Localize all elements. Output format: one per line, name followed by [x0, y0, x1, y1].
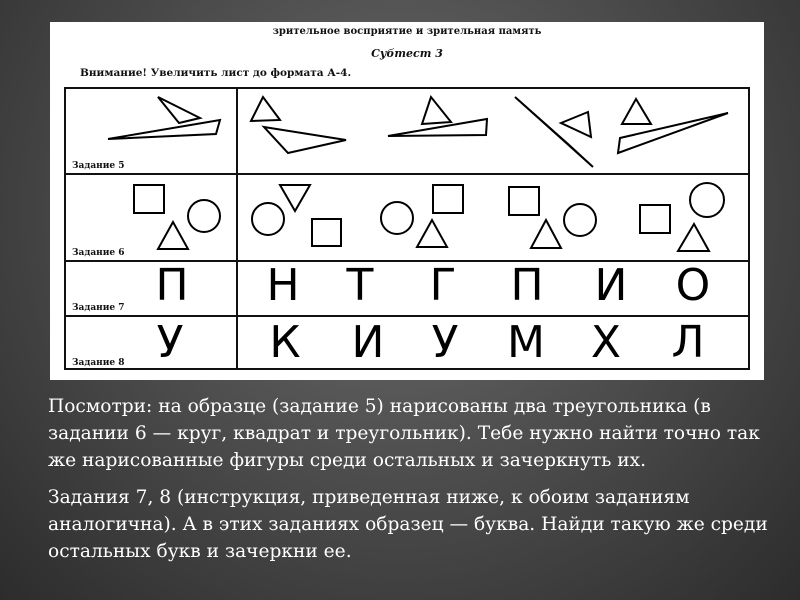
worksheet-subtest: Субтест 3	[371, 47, 443, 60]
letter-option: К	[269, 317, 301, 368]
circle-shape	[188, 200, 220, 232]
square-shape	[640, 205, 670, 233]
task-row-8	[66, 317, 748, 370]
letter-option: Г	[429, 260, 457, 311]
task-label: Задание 5	[72, 161, 125, 171]
triangle-shape	[622, 99, 651, 124]
triangle-figures	[66, 89, 748, 173]
letter-option: И	[351, 317, 385, 368]
square-shape	[433, 185, 463, 213]
triangle-shape	[280, 185, 310, 211]
task-label: Задание 6	[72, 248, 125, 258]
letter-sample: П	[155, 260, 189, 311]
task-row-7	[66, 262, 748, 317]
circle-shape	[252, 203, 284, 235]
triangle-shape	[158, 222, 188, 249]
triangle-shape	[264, 127, 346, 153]
letter-option: И	[594, 260, 628, 311]
square-shape	[134, 185, 164, 213]
instruction-paragraph-2: Задания 7, 8 (инструкция, приведенная ниже, к обоим заданиям аналогична). А в этих заданиях образец — буква. Найди такую же среди остальных букв и зачеркни ее.	[48, 487, 768, 562]
worksheet-image	[50, 22, 764, 380]
letter-option: Л	[671, 317, 705, 368]
worksheet-notice: Внимание! Увеличить лист до формата А-4.	[80, 67, 352, 79]
task-row-5	[66, 89, 748, 175]
circle-shape	[381, 202, 413, 234]
triangle-shape	[388, 119, 487, 136]
letter-sample: У	[156, 317, 184, 368]
triangle-shape	[251, 97, 280, 121]
task-label: Задание 8	[72, 358, 125, 368]
instructions-text	[48, 393, 768, 565]
triangle-shape	[561, 112, 591, 137]
letter-option: П	[510, 260, 544, 311]
task-table	[64, 87, 750, 370]
letter-option: Т	[346, 260, 374, 311]
triangle-shape	[618, 113, 728, 153]
letter-option: У	[431, 317, 459, 368]
circle-shape	[564, 204, 596, 236]
letter-option: О	[675, 260, 711, 311]
triangle-shape	[417, 220, 447, 247]
triangle-shape	[158, 97, 200, 123]
worksheet-header-title: зрительное восприятие и зрительная память	[272, 26, 542, 37]
letter-option: М	[507, 317, 545, 368]
triangle-shape	[531, 220, 561, 248]
shape-figures	[66, 175, 748, 260]
square-shape	[509, 187, 539, 215]
square-shape	[312, 219, 341, 246]
instruction-paragraph-1: Посмотри: на образце (задание 5) нарисованы два треугольника (в задании 6 — круг, квадрат и треугольник). Тебе нужно найти точно так же нарисованные фигуры среди остальных и зачеркнуть их.	[48, 396, 760, 471]
task-row-6	[66, 175, 748, 262]
circle-shape	[690, 183, 724, 217]
letter-option: Н	[266, 260, 300, 311]
letter-set	[66, 317, 748, 370]
task-label: Задание 7	[72, 303, 125, 313]
letter-option: Х	[590, 317, 622, 368]
letter-set	[66, 262, 748, 315]
triangle-shape	[678, 224, 709, 251]
triangle-shape	[422, 97, 451, 124]
triangle-shape	[108, 120, 220, 139]
